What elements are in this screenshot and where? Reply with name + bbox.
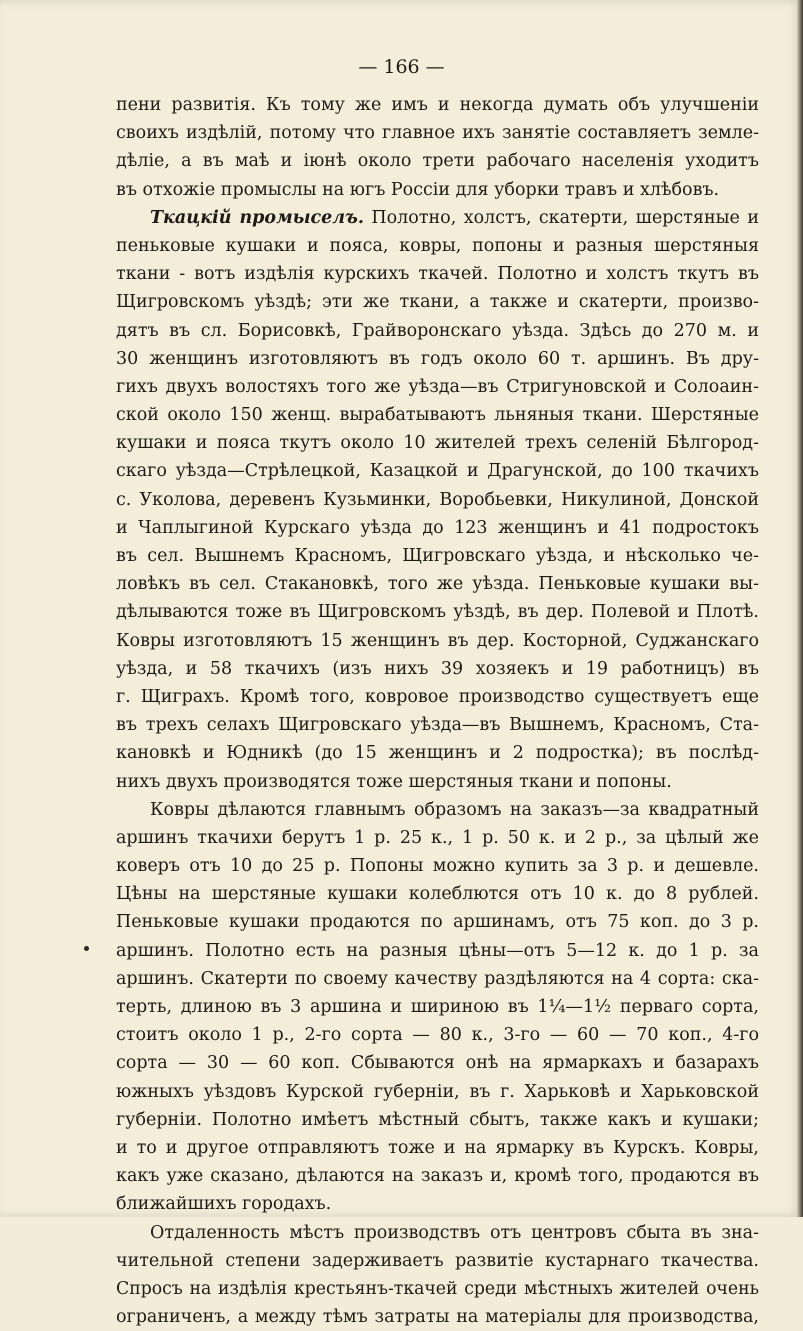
line-text: скаго уѣзда—Стрѣлецкой, Казацкой и Драгунской, до 100 ткачихъ <box>116 461 759 482</box>
text-line <box>116 739 759 767</box>
line-text: Полотно, холстъ, скатерти, шерстяные и <box>363 207 759 228</box>
text-line <box>116 627 759 655</box>
line-text: и Чаплыгиной Курскаго уѣзда до 123 женщинъ и 41 подростокъ <box>116 517 759 538</box>
text-line <box>116 824 759 852</box>
line-text: ткани - вотъ издѣлія курскихъ ткачей. Полотно и холстъ ткутъ въ <box>116 264 759 285</box>
body-text <box>116 91 759 1331</box>
line-text: аршинъ. Полотно есть на разныя цѣны—отъ 5—12 к. до 1 р. за <box>116 940 759 961</box>
line-text: аршинъ ткачихи берутъ 1 р. 25 к., 1 р. 50 к. и 2 р., за цѣлый же <box>116 827 759 848</box>
text-line <box>116 683 759 711</box>
text-line <box>116 260 759 288</box>
text-line <box>116 542 759 570</box>
text-line <box>116 852 759 880</box>
text-line <box>116 1049 759 1077</box>
line-text: губерніи. Полотно имѣетъ мѣстный сбытъ, также какъ и кушаки; <box>116 1109 759 1130</box>
text-line <box>116 1162 759 1190</box>
line-text: 30 женщинъ изготовляютъ въ годъ около 60 т. аршинъ. Въ дру- <box>116 348 759 369</box>
line-text: кушаки и пояса ткутъ около 10 жителей трехъ селеній Бѣлгород- <box>116 433 759 454</box>
line-text: кановкѣ и Юдникѣ (до 15 женщинъ и 2 подростка); въ послѣд- <box>116 743 759 764</box>
text-line <box>116 1021 759 1049</box>
text-line <box>116 373 759 401</box>
text-line <box>116 486 759 514</box>
line-text: Ковры дѣлаются главнымъ образомъ на заказъ—за квадратный <box>150 799 759 820</box>
page-spine-edge <box>797 0 803 1217</box>
text-line <box>116 965 759 993</box>
text-line <box>116 429 759 457</box>
text-line <box>116 908 759 936</box>
margin-mark <box>84 946 89 951</box>
text-line <box>116 1247 759 1275</box>
line-text: с. Уколова, деревенъ Кузьминки, Воробьевки, Никулиной, Донской <box>116 489 759 510</box>
text-line <box>116 655 759 683</box>
line-text: пеньковые кушаки и пояса, ковры, попоны и разныя шерстяныя <box>116 235 759 256</box>
line-text: ловѣкъ въ сел. Стакановкѣ, того же уѣзда. Пеньковые кушаки вы- <box>116 574 759 595</box>
text-line <box>116 288 759 316</box>
line-text: гихъ двухъ волостяхъ того же уѣзда—въ Стригуновской и Солоаин- <box>116 376 759 397</box>
line-text: стоитъ около 1 р., 2-го сорта — 80 к., 3-го — 60 — 70 коп., 4-го <box>116 1025 759 1046</box>
text-line <box>116 993 759 1021</box>
line-text: ской около 150 женщ. вырабатываютъ льняныя ткани. Шерстяные <box>116 405 759 426</box>
text-line <box>116 204 759 232</box>
line-text: южныхъ уѣздовъ Курской губерніи, въ г. Харьковѣ и Харьковской <box>116 1081 759 1102</box>
text-line <box>116 317 759 345</box>
text-line <box>116 570 759 598</box>
text-line <box>116 119 759 147</box>
text-line <box>116 91 759 119</box>
text-line <box>116 1134 759 1162</box>
text-line <box>116 232 759 260</box>
line-text: дѣліе, а въ маѣ и іюнѣ около трети рабочаго населенія уходитъ <box>116 151 759 172</box>
line-text: сорта — 30 — 60 коп. Сбываются онѣ на ярмаркахъ и базарахъ <box>116 1053 759 1074</box>
line-text: терть, длиною въ 3 аршина и шириною въ 1¼—1½ перваго сорта, <box>116 997 759 1017</box>
line-text: ограниченъ, а между тѣмъ затраты на матеріалы для производства, <box>116 1307 759 1328</box>
text-line <box>116 401 759 429</box>
line-text: нихъ двухъ производятся тоже шерстяныя ткани и попоны. <box>116 771 672 792</box>
line-text: и то и другое отправляютъ тоже и на ярмарку въ Курскъ. Ковры, <box>116 1137 759 1158</box>
text-line <box>116 796 759 824</box>
line-text: пени развитія. Къ тому же имъ и некогда думать объ улучшеніи <box>116 95 759 115</box>
line-text: своихъ издѣлій, потому что главное ихъ занятіе составляетъ земле- <box>116 123 759 144</box>
line-text: ближайшихъ городахъ. <box>116 1194 332 1215</box>
line-text: Пеньковые кушаки продаются по аршинамъ, отъ 75 коп. до 3 р. <box>116 912 759 933</box>
line-text: Ковры изготовляютъ 15 женщинъ въ дер. Косторной, Суджанскаго <box>116 630 759 651</box>
line-text: коверъ отъ 10 до 25 р. Попоны можно купить за 3 р. и дешевле. <box>116 856 759 877</box>
text-line <box>116 514 759 542</box>
text-line <box>116 598 759 626</box>
line-text: въ трехъ селахъ Щигровскаго уѣзда—въ Вышнемъ, Красномъ, Ста- <box>116 715 759 736</box>
text-line <box>116 1275 759 1303</box>
line-text: дятъ въ сл. Борисовкѣ, Грайворонскаго уѣзда. Здѣсь до 270 м. и <box>116 320 759 341</box>
line-text: въ отхожіе промыслы на югъ Россіи для уборки травъ и хлѣбовъ. <box>116 179 720 200</box>
text-line <box>116 147 759 175</box>
text-line <box>116 1078 759 1106</box>
line-text: чительной степени задерживаетъ развитіе кустарнаго ткачества. <box>116 1250 759 1271</box>
text-line <box>116 1190 759 1218</box>
text-line <box>116 1106 759 1134</box>
line-text: Отдаленность мѣстъ производствъ отъ центровъ сбыта въ зна- <box>150 1222 759 1243</box>
line-text: какъ уже сказано, дѣлаются на заказъ и, кромѣ того, продаются въ <box>116 1166 759 1187</box>
line-text: г. Щиграхъ. Кромѣ того, ковровое производство существуетъ еще <box>116 686 759 707</box>
line-text: въ сел. Вышнемъ Красномъ, Щигровскаго уѣзда, и нѣсколько че- <box>116 546 759 566</box>
text-line <box>116 880 759 908</box>
line-text: Цѣны на шерстяные кушаки колеблются отъ 10 к. до 8 рублей. <box>116 884 759 905</box>
page-number: — 166 — <box>358 56 445 78</box>
text-line <box>116 457 759 485</box>
text-line <box>116 176 759 204</box>
text-line <box>116 711 759 739</box>
line-text: Щигровскомъ уѣздѣ; эти же ткани, а также и скатерти, произво- <box>116 292 759 313</box>
line-text: дѣлываются тоже въ Щигровскомъ уѣздѣ, въ дер. Полевой и Плотѣ. <box>116 602 759 623</box>
text-line <box>116 937 759 965</box>
text-line <box>116 1303 759 1331</box>
text-line <box>116 1219 759 1247</box>
text-line <box>116 345 759 373</box>
line-text: аршинъ. Скатерти по своему качеству раздѣляются на 4 сорта: ска- <box>116 968 759 989</box>
section-heading: Ткацкій промыселъ. <box>150 207 364 228</box>
text-line <box>116 768 759 796</box>
line-text: уѣзда, и 58 ткачихъ (изъ нихъ 39 хозяекъ и 19 работницъ) въ <box>116 658 759 679</box>
line-text: Спросъ на издѣлія крестьянъ-ткачей среди мѣстныхъ жителей очень <box>116 1278 759 1299</box>
